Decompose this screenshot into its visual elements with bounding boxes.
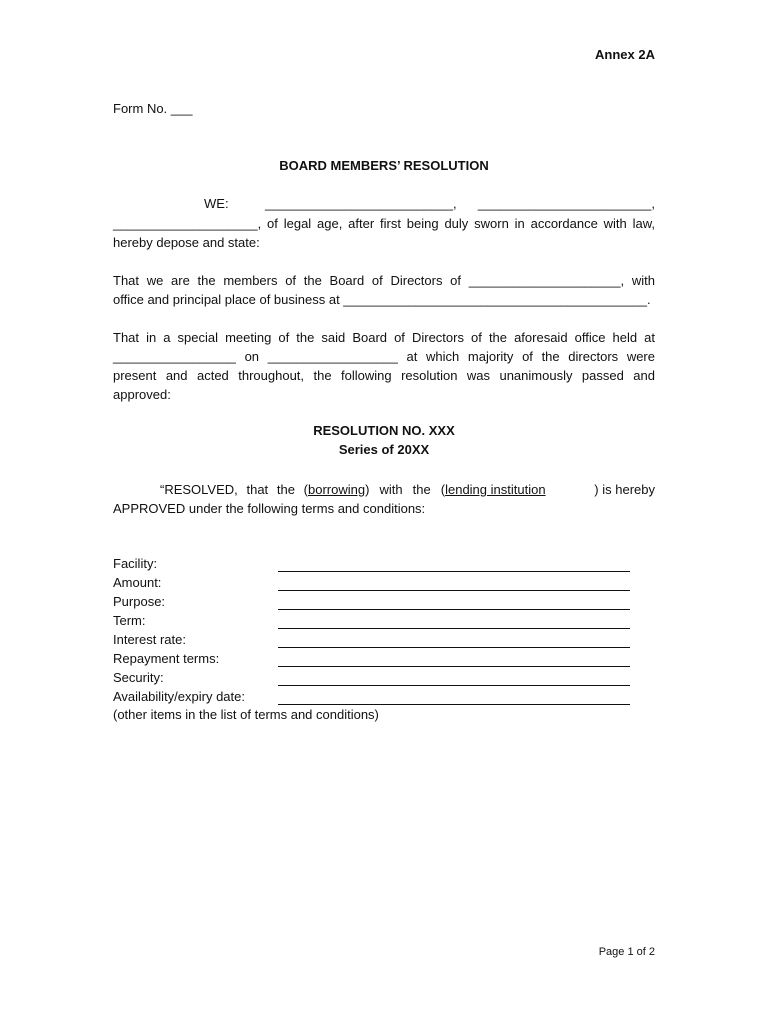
term-blank-line	[278, 666, 630, 667]
term-blank-line	[278, 590, 630, 591]
paragraph-2-line-2: office and principal place of business at __________________________________________.	[113, 292, 651, 307]
page-number: Page 1 of 2	[598, 946, 655, 958]
term-label: Term:	[113, 613, 146, 628]
paragraph-2-line-1: That we are the members of the Board of Directors of _____________________, with	[113, 273, 655, 288]
term-blank-line	[278, 704, 630, 705]
paragraph-3-line-1: That in a special meeting of the said Board of Directors of the aforesaid office held at	[113, 330, 655, 345]
paragraph-3-line-4: approved:	[113, 387, 171, 402]
resolved-part-3: ) is hereby	[594, 482, 655, 497]
annex-label: Annex 2A	[595, 47, 655, 62]
paragraph-3-line-2: _________________ on __________________ at which majority of the directors were	[113, 349, 655, 364]
resolution-series: Series of 20XX	[338, 442, 430, 457]
paragraph-1-line-3: hereby depose and state:	[113, 235, 260, 250]
term-label: Facility:	[113, 556, 158, 571]
term-blank-line	[278, 609, 630, 610]
paragraph-3-line-3: present and acted throughout, the following resolution was unanimously passed and	[113, 368, 655, 383]
borrowing-term: borrowing	[308, 482, 366, 497]
resolved-line-2: APPROVED under the following terms and conditions:	[113, 501, 426, 516]
term-label: Interest rate:	[113, 632, 186, 647]
term-label: Purpose:	[113, 594, 166, 609]
term-label: Repayment terms:	[113, 651, 220, 666]
term-label: Security:	[113, 670, 164, 685]
we-blank-2: ________________________,	[477, 196, 655, 211]
terms-note: (other items in the list of terms and conditions)	[113, 707, 379, 722]
resolution-number: RESOLUTION NO. XXX	[313, 423, 455, 438]
form-number: Form No. ___	[113, 101, 193, 116]
term-blank-line	[278, 571, 630, 572]
term-blank-line	[278, 647, 630, 648]
term-label: Amount:	[113, 575, 162, 590]
document-title: BOARD MEMBERS’ RESOLUTION	[279, 158, 489, 173]
we-blank-1: __________________________,	[265, 196, 457, 211]
we-label: WE:	[204, 196, 229, 211]
resolved-part-2: ) with the (	[365, 482, 446, 497]
paragraph-1-line-2: ____________________, of legal age, after first being duly sworn in accordance with law,	[113, 216, 655, 231]
term-label: Availability/expiry date:	[113, 689, 245, 704]
resolved-part-1: “RESOLVED, that the (	[160, 482, 308, 497]
term-blank-line	[278, 685, 630, 686]
resolved-line-1-text	[160, 480, 655, 499]
term-blank-line	[278, 628, 630, 629]
lending-institution-term: lending institution	[445, 482, 546, 497]
